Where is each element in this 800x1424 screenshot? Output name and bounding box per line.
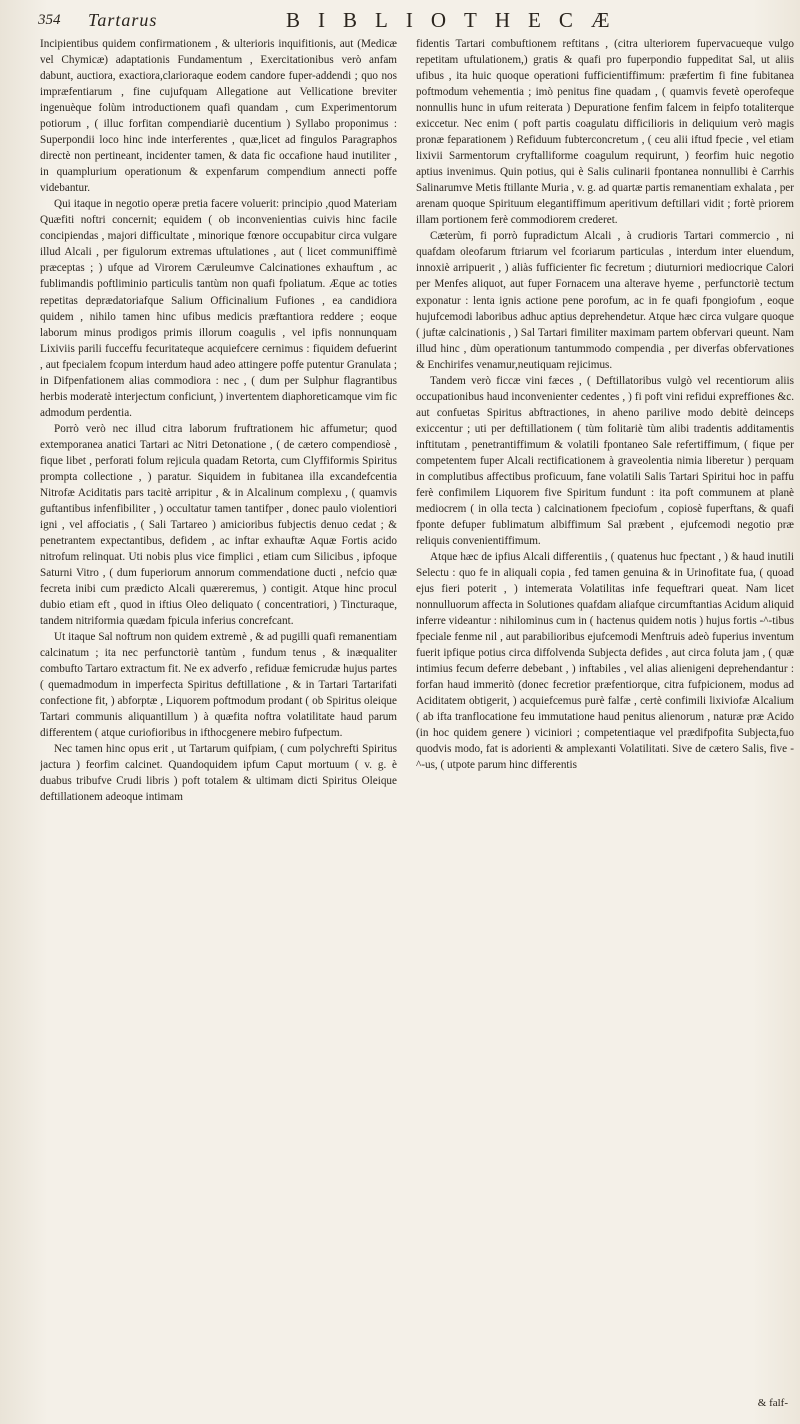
paragraph: Tandem verò ficcæ vini fæces , ( Deftillatoribus vulgò vel recentiorum aliis occupationibus haud inconvenienter cedentes , ) fi poft vini refidui expreffiones &c. aut confuetas Spiritus abftractiones, in aheno parilive modo debitè deinceps exiccentur ; uti per deftillationem ( tùm folitariè tùm alibi tradentis additamentis inftitutam , penetrantiffimum & volatili fpontaneo Sale refertiffimum, ( fique per competentem fuper Alcali rectificationem à graveolentia nimia liberetur ) perquam in complutibus affectibus proficuum, fane volatili Salis Tartari Spiritui hoc in paffu ferè confimilem Liquorem five Spiritum fundunt : ita poft communem at planè mediocrem ( in olla tecta ) calcinationem fpeciofum , copiosè fuperftans, & quafi fponte defuper fublimatum albiffimum Sal præbent , ejufcemodi negotio præ reliquis convenientiffimum. xyxy=(416,374,794,547)
paragraph: Porrò verò nec illud citra laborum fruftrationem hic affumetur; quod extemporanea anatici Tartari ac Nitri Detonatione , ( de cætero compendiosè , fique libet , perforati folum rejicula quadam Retorta, cum Clyffiformis Spiritus prompta collectione , ) paratur. Siquidem in fubitanea illa excandefcentia Nitrofæ Aciditatis pars tacitè arripitur , & in Alcalinum complexu , ( quamvis guftantibus infenfibiliter , ) occultatur tamen tantifper , donec paulo violentiori igni , vel affociatis , ( Sali Tartareo ) amicioribus fubjectis denuo cedat ; & penetrantem expectantibus, defidem , ac inftar exhauftæ Aquæ Fortis acido nitrofum relinquat. Uti nobis plus vice fimplici , etiam cum Silicibus , ipfoque Saturni Vitro , ( dum fuperiorum annorum commendatione ducti , nefcio quæ fecreta inibi cum prædicto Alcali quæreremus, ) contigit. Atque hinc procul dubio etiam eft , quod in iftius Oleo deliquato ( concentratiori, ) Tincturaque, tandem nitriformia quædam fpicula inferius concrefcant. xyxy=(40,422,397,628)
paragraph: Incipientibus quidem confirmationem , & ulterioris inquifitionis, aut (Medicæ vel Chymicæ) adaptationis Fundamentum , Exercitationibus verò anfam dabunt, auctiora, exactiora,clarioraque eodem candore fuper-addendi ; quo nos impræfentiarum , fine cujufquam Allegatione aut Vellicatione breviter ingenuèque folùm introductionem quafi quandam , cum Experimentorum potiorum , ( illuc forfitan compendiariè ducentium ) Syllabo proponimus : Superpondii loco hinc inde interferentes , quæ,licet ad fingulos Paragraphos directè non pertineant, incidenter tamen, & data fic occafione haud inutiliter , in quamplurium operationum & expenfarum compendium annecti poffe videbantur. xyxy=(40,38,397,195)
paragraph: Atque hæc de ipfius Alcali differentiis , ( quatenus huc fpectant , ) & haud inutili Selectu : quo fe in aliquali copia , fed tamen genuina & in Urinofitate fua, ( quoad ejus fieri poterit , ) intemerata Volatilitas infe fequeftrari queat. Nam licet nonnulluorum affecta in Solutiones quafdam aliafque circumftantias Acidum aliquid inferre videantur : nihilominus cum in ( hactenus quidem notis ) hujus fortis -^-tibus fpeciale fenme nil , aut parabilioribus ejufcemodi Menftruis adeò fuperius inventum fuerit ipfique potius circa diffolvenda Subjecta defides , aut circa foluta jam , ( quæ intimius fecum deferre debebant , ) inftabiles , vel alias alienigeni deprehendantur : forfan haud immeritò (donec fecretior præfentiorque, citra fufpicionem, modus ad Aciditatem obtigerit, ) acquiefcemus purè falfæ , certè confimili lixiviofæ Alcalium ( ab ifta tranflocatione feu immutatione haud penitus alienorum , naturæ præ Acido (in hoc quidem genere ) viciniori ; competentiaque vel prædifpofita Subjecta,fuo quodvis modo, fat is adorienti & amplexanti Volatilitati. Sive de cætero Salis, five -^-us, ( utpote parum hinc differentis xyxy=(416,551,794,772)
paragraph: Cæterùm, fi porrò fupradictum Alcali , à crudioris Tartari commercio , ni quafdam oleofarum ftriarum vel fcoriarum particulas , interdum inter eluendum, innoxiè arripuerit , ) aliàs fufficienter fic fecretum ; diuturniori mediocrique Calori per Menfes aliquot, aut fuper Fornacem una alterave hyeme , perfunctoriè tectum exponatur : lenta ignis actione pene porofum, ac in fe quafi fpongiofum , eoque hujufcemodi laboribus adhuc aptius deprehendetur. Atque hæc circa vulgare quoque ( juftæ calcinationis , ) Sal Tartari fimiliter maximam partem obfervari queunt. Nam illud hinc , dùm operationum tantummodo compendia , per diverfas obfervationes & Enchirifes venamur,neutiquam rejicimus. xyxy=(416,230,794,371)
paragraph: Nec tamen hinc opus erit , ut Tartarum quifpiam, ( cum polychrefti Spiritus jactura ) feorfim calcinet. Quandoquidem ipfum Caput mortuum ( v. g. è duabus tribufve Crudi libris ) poft totalem & ultimam dicti Spiritus Oleique deftillationem adeoque intimam xyxy=(40,743,397,804)
running-title: BIBLIOTHECÆ xyxy=(286,8,628,32)
paragraph: Ut itaque Sal noftrum non quidem extremè , & ad pugilli quafi remanentiam calcinatum ; ita nec perfunctoriè tantùm , fundum tenus , & inæqualiter combufto Tartaro extractum fit. Ne ex adverfo , refiduæ femicrudæ hujus partes ( quemadmodum in imperfecta Spiritus deftillatione , & in Tartari Tartarifati confectione fit, ) abforptæ , Liquorem poftmodum prodant ( ob Spiritus oleique Tartari communis aliquantillum ) à quæfita noftra volatilitate haud parum differentem ( atque curiofioribus in ifthocgenere mebiro fufpectum. xyxy=(40,631,397,740)
right-column xyxy=(416,36,794,1416)
running-header xyxy=(38,6,798,34)
catchword: & falf- xyxy=(757,1397,788,1409)
paragraph: Qui itaque in negotio operæ pretia facere voluerit: principio ,quod Materiam Quæfiti noftri concernit; equidem ( ob inconvenientias cuivis hinc facile concipiendas , majori difficultate , minorique fœnore occupabitur circa vulgare illud Alcali , per figulorum extremas uftulationes , aut ( licet communiffimè præceptas ; ) ufque ad Virorem Cæruleumve Calcinationes exhauftum , ac fublimandis poftliminio particulis tantùm non quafi fpoliatum. Æque ac toties repetitas deprædatoriafque Salium Officinalium Fufiones , ea candidiora quidem , nihilo tamen hinc ufibus medicis præftantiora reddere ; eoque laborum minus prodigos primis illorum coagulis , vel ipfis nonnunquam Lixiviis parili fucceffu fecuritateque acquiefcere cernimus : fiquidem defuerint , aut fpecialem fcopum interdum haud adeo attingere poffe putentur Granulata ; in Difpenfationem alias commodiora : nec , ( dum per Sulphur flagrantibus herbis moderatè interjectum conficiunt, ) invertentem diaphoreticamque vim fic admodum perdentia. xyxy=(40,198,397,419)
running-word: Tartarus xyxy=(88,10,158,30)
left-column xyxy=(40,36,397,1416)
page-number: 354 xyxy=(38,12,61,28)
paragraph: fidentis Tartari combuftionem reftitans , (citra ulteriorem fupervacueque vulgo repetitam uftulationem,) gratis & quafi pro fuperpondio fuppeditat Sal, ut aliis ufibus , ita huic quoque operationi fufficientiffimum: præfertim fi fine fubitanea poftmodum vehementia ; imò penitus fine quadam , ( quamvis fevetè operofeque nonnullis hunc in ufum reiterata ) Depuratione fenfim falcem in feipfo totaliterque exiccetur. Nec enim ( poft partis coagulatu difficilioris in deliquium verò magis pronæ feparationem ) Refiduum fubterconcretum , ( ceu alii iftud fpecie , vel etiam lixivii Sarmentorum cryftalliforme coagulum requirunt, ) feorfim huic negotio aptius invenimus. Quin potius, qui è Salis culinarii fpontanea nonnullibi è Carrhis Salinarumve Metis ftillante Muria , v. g. ad quartæ partis remanentiam exhalata , per arenam quoque Spirituum elegantiffimum aperitivum deftillari vidit ; fortè priorem illam portionem ferè commodiorem crederet. xyxy=(416,38,794,227)
